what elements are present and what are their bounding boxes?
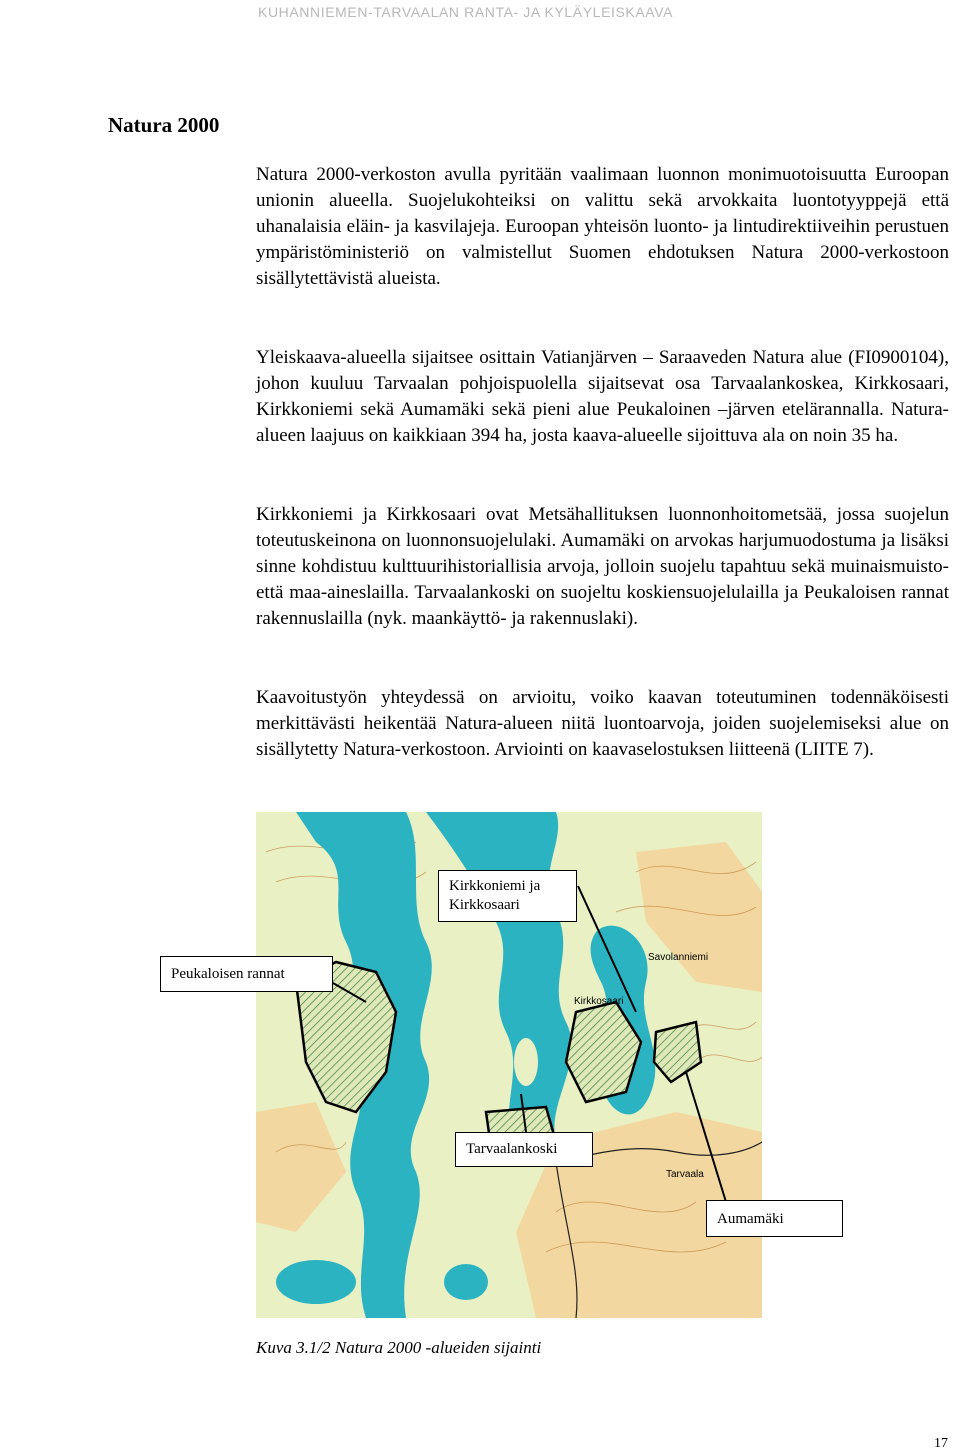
figure-caption: Kuva 3.1/2 Natura 2000 -alueiden sijainti xyxy=(256,1338,542,1357)
callout-tarvaalankoski: Tarvaalankoski xyxy=(455,1132,593,1167)
map-label-kirkkosaari: Kirkkosaari xyxy=(574,996,624,1007)
callout-aumamaki: Aumamäki xyxy=(706,1200,843,1237)
section-title: Natura 2000 xyxy=(108,113,220,137)
map-label-tarvaala: Tarvaala xyxy=(666,1169,704,1180)
paragraph-natura-intro: Natura 2000-verkoston avulla pyritään vaalimaan luonnon monimuotoisuutta Euroopan unionin alueella. Suojelukohteiksi on valittu sekä arvokkaita luontotyyppejä että uhanalaisia eläin- ja kasvilajeja. Euroopan yhteisön luonto- ja lintudirektiiveihin perustuen ympäristöministeriö on valmistellut Suomen ehdotuksen Natura 2000-verkostoon sisällytettävistä alueista. xyxy=(256,164,949,289)
map-label-savolanniemi: Savolanniemi xyxy=(648,952,709,963)
running-header: KUHANNIEMEN-TARVAALAN RANTA- JA KYLÄYLEISKAAVA xyxy=(258,4,674,20)
island xyxy=(514,1038,538,1086)
small-lake xyxy=(444,1264,488,1300)
paragraph-protection-means: Kirkkoniemi ja Kirkkosaari ovat Metsähallituksen luonnonhoitometsää, jossa suojelun toteutuskeinona on luonnonsuojelulaki. Aumamäki on arvokas harjumuodostuma ja lisäksi sinne kohdistuu kulttuurihistoriallisia arvoja, jolloin suojelu tapahtuu sekä muinaismuisto- että maa-aineslailla. Tarvaalankoski on suojeltu koskiensuojelulailla ja Peukaloisen rannat rakennuslailla (nyk. maankäyttö- ja rakennuslaki). xyxy=(256,504,949,629)
page-number: 17 xyxy=(934,1436,948,1451)
callout-peukaloisen-rannat: Peukaloisen rannat xyxy=(160,956,333,992)
small-lake xyxy=(276,1260,356,1304)
paragraph-assessment: Kaavoitustyön yhteydessä on arvioitu, voiko kaavan toteutuminen todennäköisesti merkittävästi heikentää Natura-alueen niitä luontoarvoja, joiden suojelemiseksi alue on sisällytetty Natura-verkostoon. Arviointi on kaavaselostuksen liitteenä (LIITE 7). xyxy=(256,687,949,760)
callout-kirkkoniemi: Kirkkoniemi ja Kirkkosaari xyxy=(438,870,577,922)
paragraph-area-description: Yleiskaava-alueella sijaitsee osittain Vatianjärven – Saraaveden Natura alue (FI0900104), johon kuuluu Tarvaalan pohjoispuolella sijaitsevat osa Tarvaalankoskea, Kirkkosaari, Kirkkoniemi sekä Aumamäki sekä pieni alue Peukaloinen –järven etelärannalla. Natura-alueen laajuus on kaikkiaan 394 ha, josta kaava-alueelle sijoittuva ala on noin 35 ha. xyxy=(256,347,949,446)
